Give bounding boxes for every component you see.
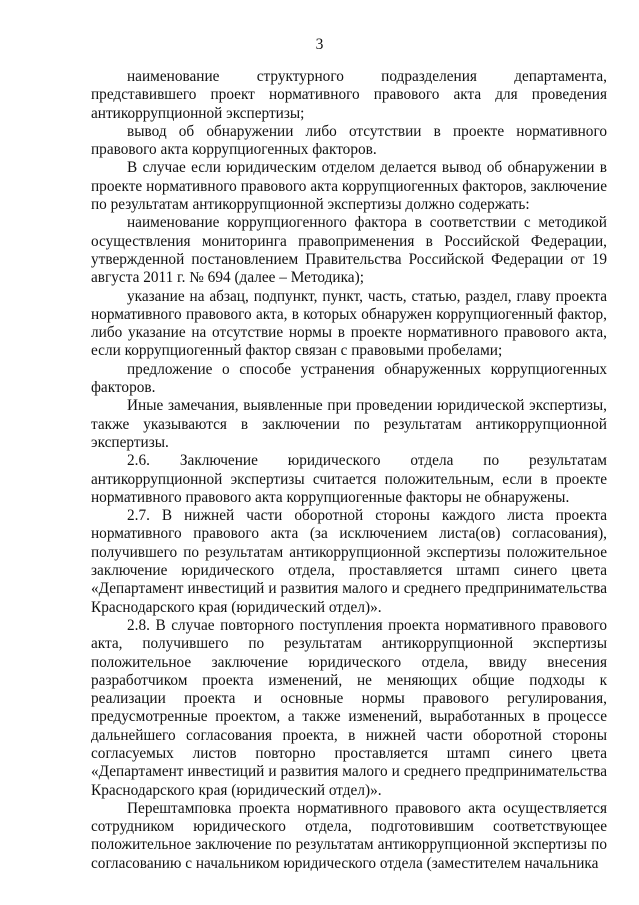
document-body (91, 68, 607, 873)
paragraph-4: наименование коррупциогенного фактора в соответствии с методикой осуществления мониторинга правоприменения в Российской Федерации, утвержденной постановлением Правительства Российской Федерации от 19 августа 2011 г. № 694 (далее – Методика); (91, 214, 607, 287)
paragraph-5: указание на абзац, подпункт, пункт, часть, статью, раздел, главу проекта нормативного правового акта, в которых обнаружен коррупциогенный фактор, либо указание на отсутствие нормы в проекте нормативного правового акта, если коррупциогенный фактор связан с правовыми пробелами; (91, 287, 607, 360)
paragraph-7: Иные замечания, выявленные при проведении юридической экспертизы, также указываются в заключении по результатам антикоррупционной экспертизы. (91, 397, 607, 451)
paragraph-section-2-6: 2.6. Заключение юридического отдела по результатам антикоррупционной экспертизы считается положительным, если в проекте нормативного правового акта коррупциогенные факторы не обнаружены. (91, 452, 607, 506)
paragraph-section-2-8: 2.8. В случае повторного поступления проекта нормативного правового акта, получившего по результатам антикоррупционной экспертизы положительное заключение юридического отдела, ввиду внесения разработчиком проекта изменений, не меняющих общие подходы к реализации проекта и основные нормы правового регулирования, предусмотренные проектом, а также изменений, выработанных в процессе дальнейшего согласования проекта, в нижней части оборотной стороны согласуемых листов повторно проставляется штамп синего цвета «Департамент инвестиций и развития малого и среднего предпринимательства Краснодарского края (юридический отдел)». (91, 616, 607, 799)
paragraph-6: предложение о способе устранения обнаруженных коррупциогенных факторов. (91, 360, 607, 397)
paragraph-3: В случае если юридическим отделом делается вывод об обнаружении в проекте нормативного правового акта коррупциогенных факторов, заключение по результатам антикоррупционной экспертизы должно содержать: (91, 159, 607, 214)
paragraph-restamping: Перештамповка проекта нормативного правового акта осуществляется сотрудником юридического отдела, подготовившим соответствующее положительное заключение по результатам антикоррупционной экспертизы по согласованию с начальником юридического отдела (заместителем начальника (91, 799, 607, 872)
paragraph-1: наименование структурного подразделения департамента, представившего проект нормативного правового акта для проведения антикоррупционной экспертизы; (91, 68, 607, 122)
paragraph-section-2-7: 2.7. В нижней части оборотной стороны каждого листа проекта нормативного правового акта (за исключением листа(ов) согласования), получившего по результатам антикоррупционной экспертизы положительное заключение юридического отдела, проставляется штамп синего цвета «Департамент инвестиций и развития малого и среднего предпринимательства Краснодарского края (юридический отдел)». (91, 507, 607, 616)
paragraph-2: вывод об обнаружении либо отсутствии в проекте нормативного правового акта коррупциогенных факторов. (91, 122, 607, 159)
page-number: 3 (315, 36, 324, 53)
